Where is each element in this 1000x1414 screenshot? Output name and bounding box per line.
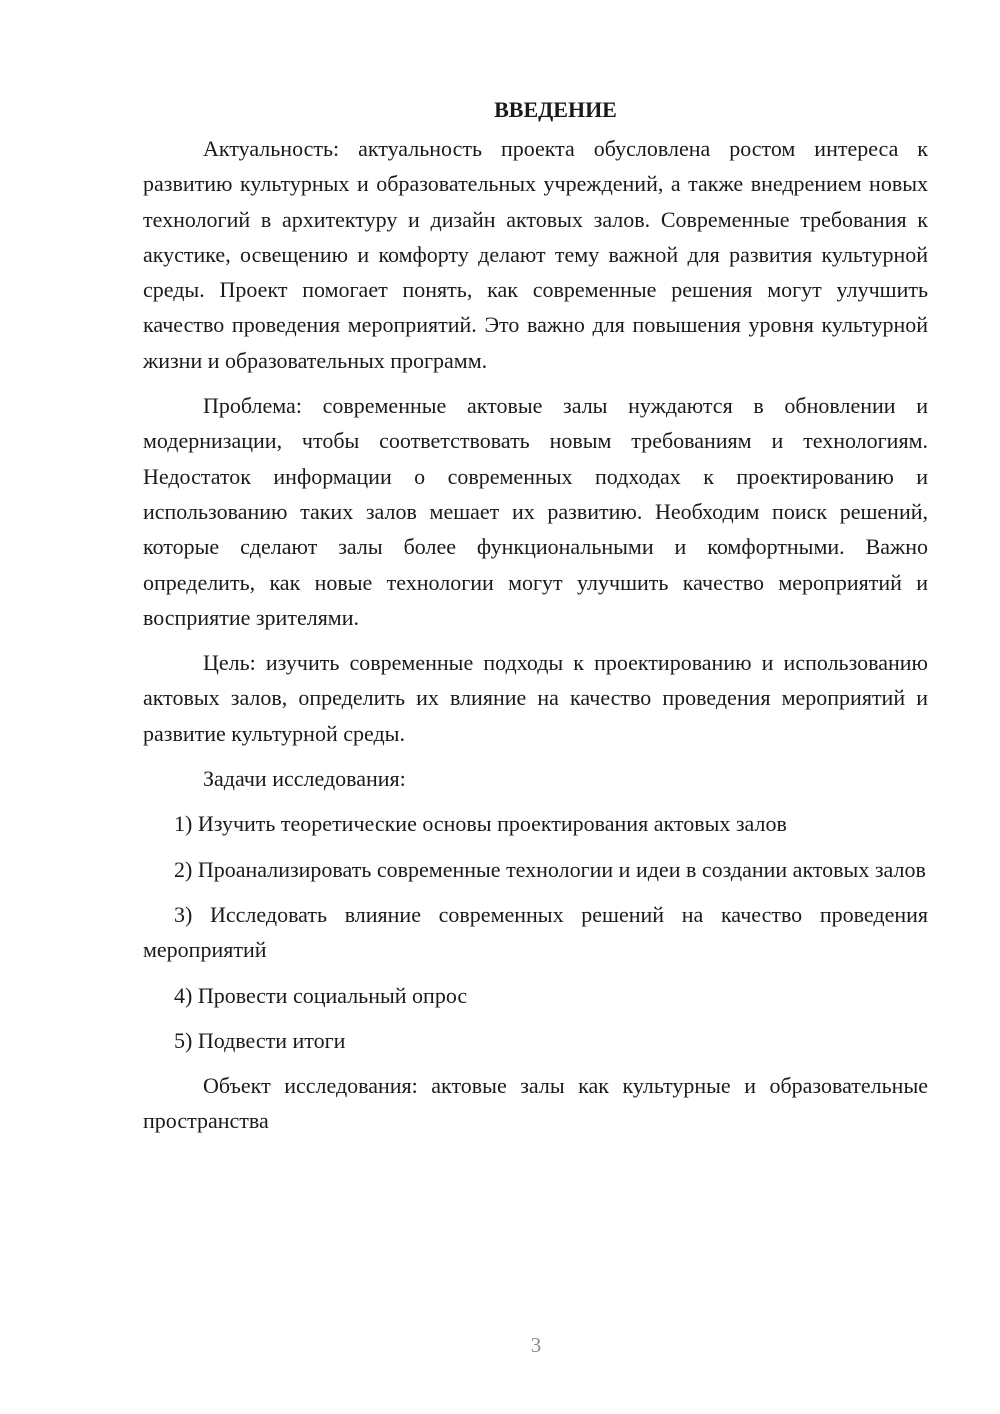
paragraph-object: Объект исследования: актовые залы как культурные и образовательные пространства [143, 1073, 928, 1134]
task-item-5: 5) Подвести итоги [174, 1027, 346, 1053]
task-item-3: 3) Исследовать влияние современных решений на качество проведения мероприятий [143, 901, 928, 963]
task-item-4: 4) Провести социальный опрос [174, 982, 468, 1008]
paragraph-goal: Цель: изучить современные подходы к проектированию и использованию актовых залов, определить их влияние на качество проведения мероприятий и развитие культурной среды. [143, 650, 928, 746]
task-item-1: 1) Изучить теоретические основы проектирования актовых залов [174, 811, 787, 837]
page-number: 3 [530, 1333, 542, 1357]
task-item-2: 2) Проанализировать современные технологии и идеи в создании актовых залов [174, 856, 926, 882]
section-heading: ВВЕДЕНИЕ [494, 97, 617, 122]
paragraph-relevance: Актуальность: актуальность проекта обусловлена ростом интереса к развитию культурных и образовательных учреждений, а также внедрением новых технологий в архитектуру и дизайн актовых залов. Современные требования к акустике, освещению и комфорту делают тему важной для развития культурной среды. Проект помогает понять, как современные решения могут улучшить качество проведения мероприятий. Это важно для повышения уровня культурной жизни и образовательных программ. [143, 136, 928, 373]
document-page [143, 92, 928, 1139]
tasks-title: Задачи исследования: [203, 766, 406, 792]
paragraph-problem: Проблема: современные актовые залы нуждаются в обновлении и модернизации, чтобы соответствовать новым требованиям и технологиям. Недостаток информации о современных подходах к проектированию и использованию таких залов мешает их развитию. Необходим поиск решений, которые сделают залы более функциональными и комфортными. Важно определить, как новые технологии могут улучшить качество мероприятий и восприятие зрителями. [143, 393, 928, 630]
